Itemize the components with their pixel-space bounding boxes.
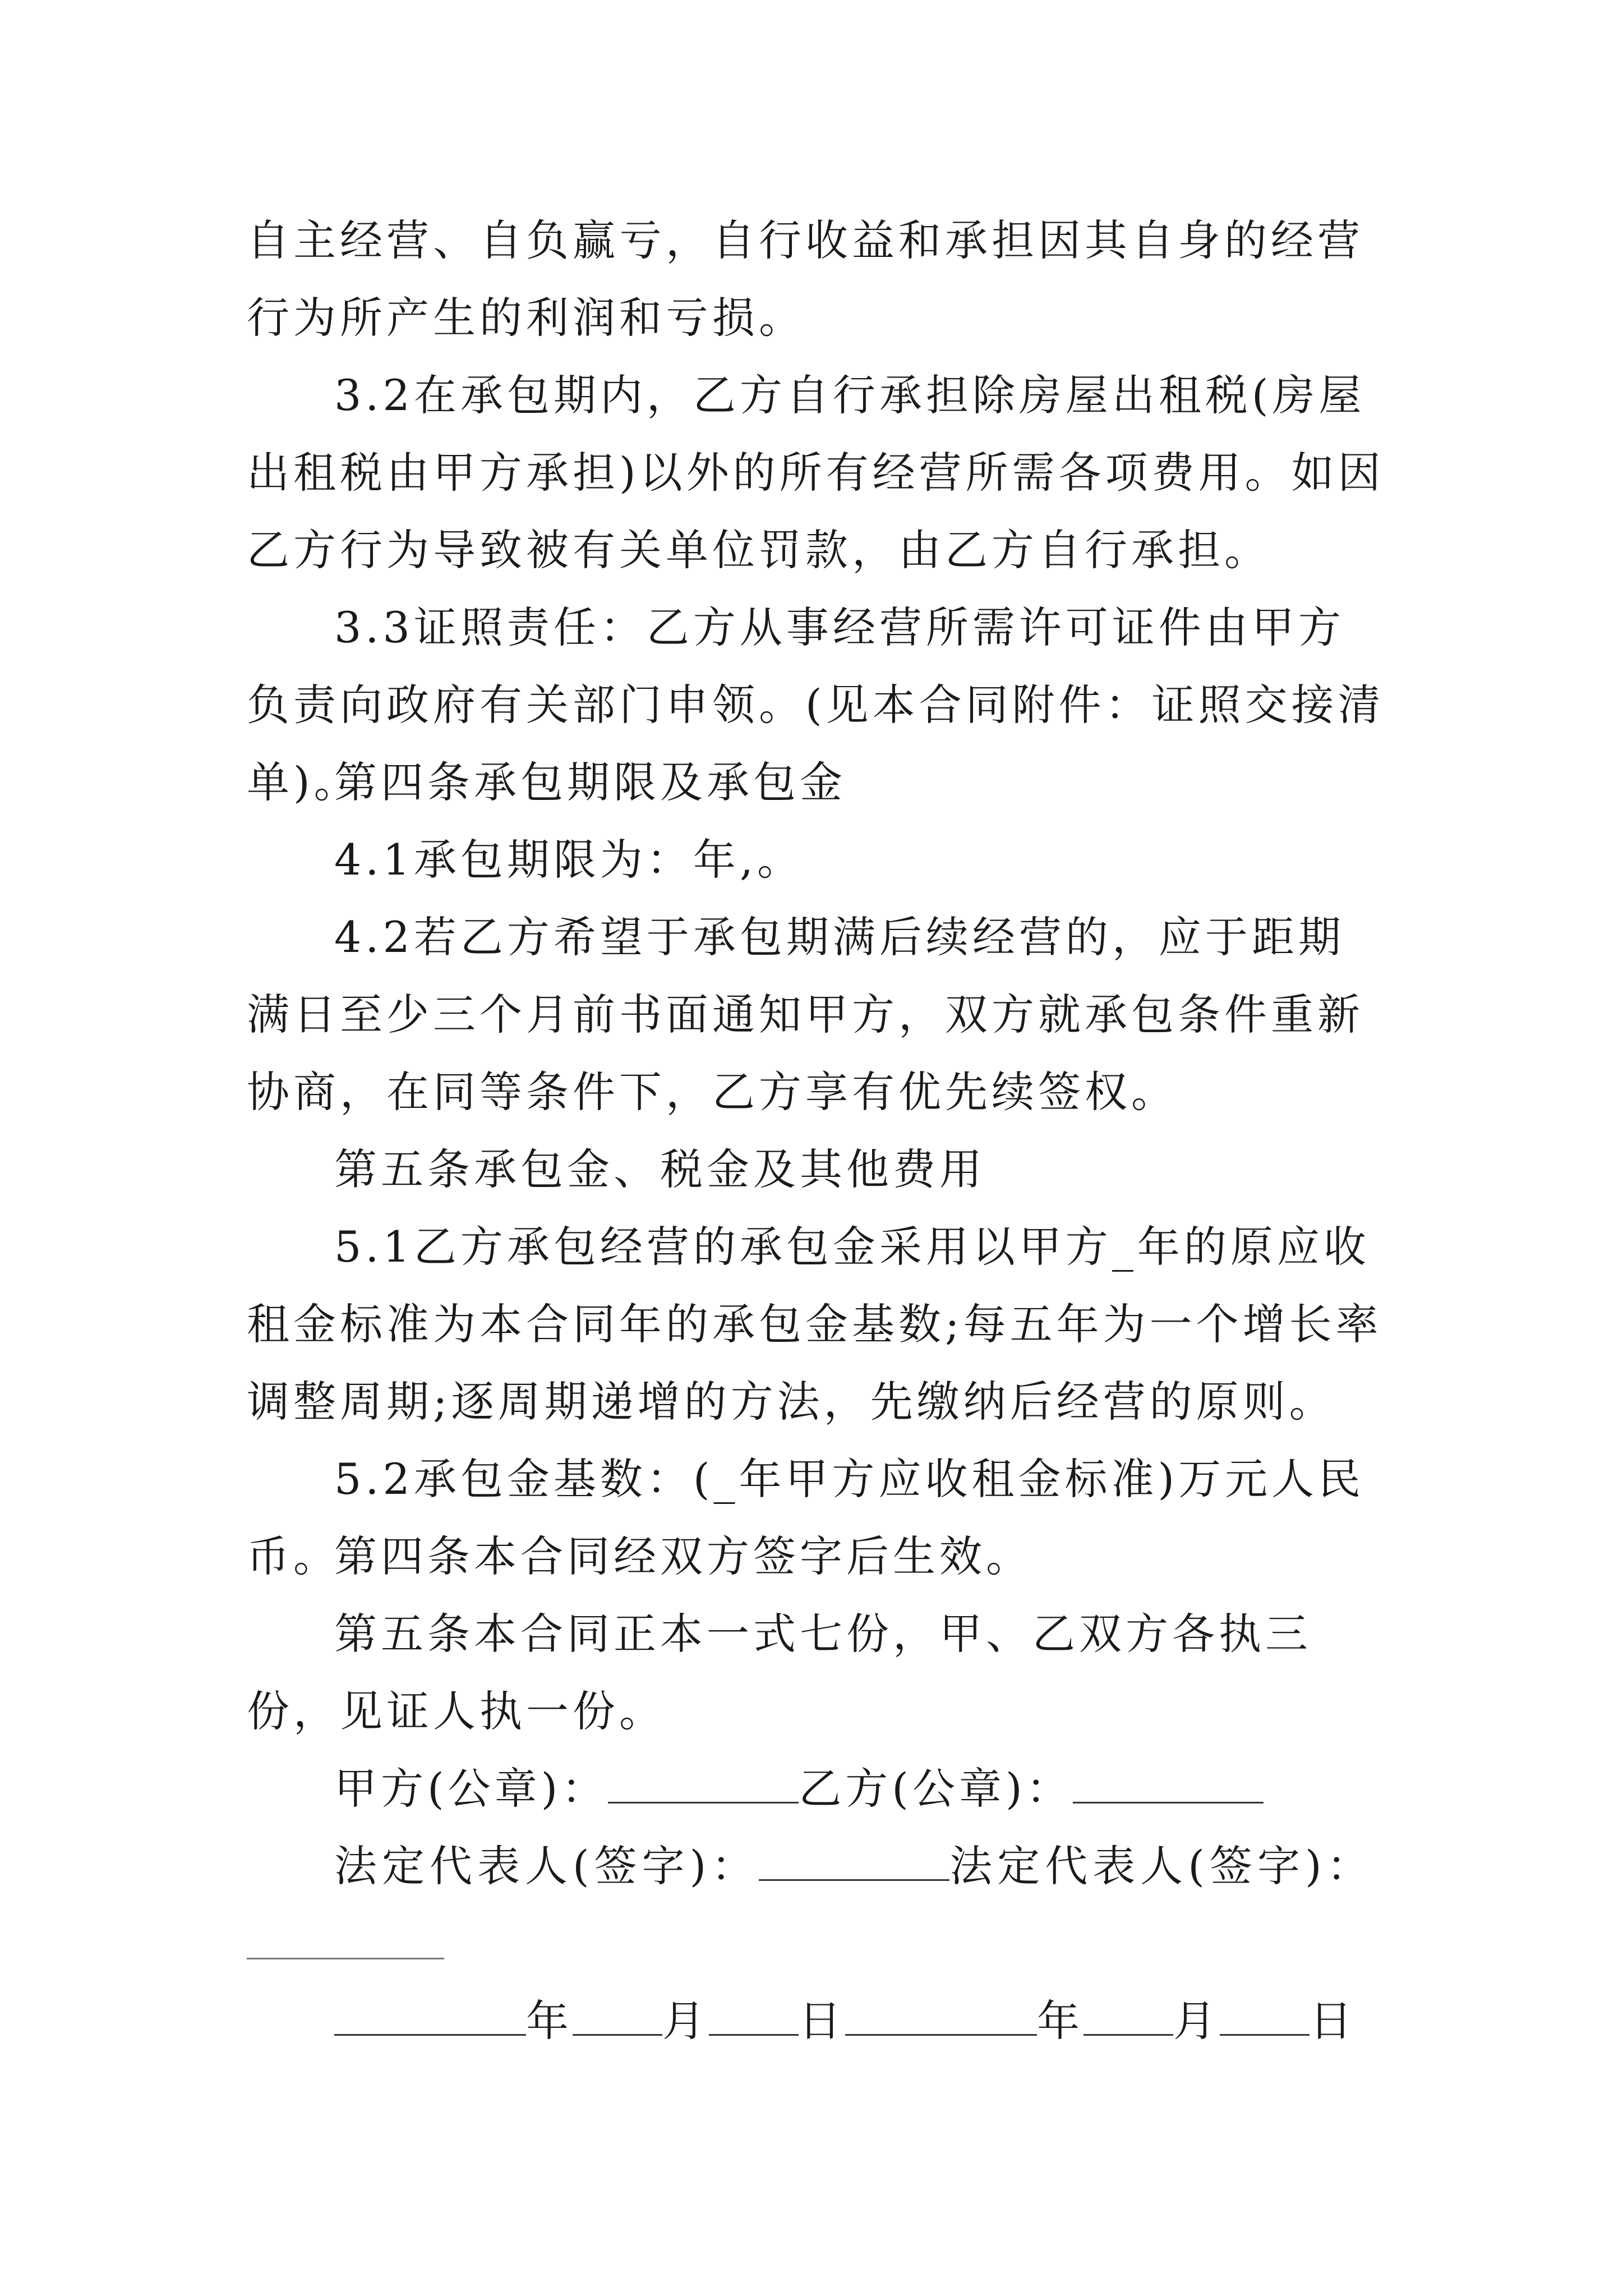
date-a-month-label: 月 — [662, 1996, 709, 2046]
date-b-day-label: 日 — [1310, 1996, 1356, 2046]
date-a-year-label: 年 — [526, 1996, 573, 2046]
date-a-day-label: 日 — [799, 1996, 845, 2046]
party-b-seal-blank — [1073, 1763, 1264, 1803]
date-a-day-blank — [709, 1995, 799, 2036]
rep-b-blank — [247, 1958, 444, 1959]
rep-a-label: 法定代表人(签字)： — [334, 1841, 759, 1891]
date-b-year-blank — [845, 1995, 1037, 2036]
date-a-month-blank — [573, 1995, 662, 2036]
date-b-day-blank — [1220, 1995, 1310, 2036]
representative-line — [334, 1828, 1375, 1905]
paragraph-4-1: 4.1承包期限为：年,。 — [334, 835, 804, 885]
date-a-year-blank — [334, 1995, 526, 2036]
rep-b-label: 法定代表人(签字)： — [949, 1841, 1375, 1891]
rep-a-blank — [759, 1840, 949, 1881]
clause-effective: 第四条本合同经双方签字后生效。 — [334, 1531, 1032, 1581]
date-b-month-label: 月 — [1173, 1996, 1220, 2046]
date-b-year-label: 年 — [1037, 1996, 1083, 2046]
paragraph-5-1: 5.1乙方承包经营的承包金采用以甲方_年的原应收租金标准为本合同年的承包金基数;每五年为一个增长率调整周期;逐周期递增的方法，先缴纳后经营的原则。 — [247, 1222, 1382, 1427]
heading-article-4: 第四条承包期限及承包金 — [334, 757, 846, 807]
paragraph-4-2: 4.2若乙方希望于承包期满后续经营的，应于距期满日至少三个月前书面通知甲方，双方就承包条件重新协商，在同等条件下，乙方享有优先续签权。 — [247, 912, 1364, 1117]
paragraph-continuation: 自主经营、自负赢亏，自行收益和承担因其自身的经营行为所产生的利润和亏损。 — [247, 215, 1364, 343]
paragraph-3-3: 3.3证照责任：乙方从事经营所需许可证件由甲方负责向政府有关部门申领。(见本合同附件：证照交接清单)。 — [247, 602, 1385, 807]
party-b-seal-label: 乙方(公章)： — [799, 1764, 1073, 1814]
paragraph-5-2: 5.2承包金基数：(_年甲方应收租金标准)万元人民币。 — [247, 1454, 1365, 1581]
clause-copies: 第五条本合同正本一式七份，甲、乙双方各执三份，见证人执一份。 — [247, 1609, 1312, 1736]
paragraph-3-2: 3.2在承包期内，乙方自行承担除房屋出租税(房屋出租税由甲方承担)以外的所有经营所需各项费用。如因乙方行为导致被有关单位罚款，由乙方自行承担。 — [247, 370, 1385, 575]
date-b-month-blank — [1083, 1995, 1173, 2036]
seal-line — [334, 1750, 1264, 1828]
date-line — [334, 1982, 1356, 2060]
party-a-seal-blank — [608, 1763, 799, 1803]
party-a-seal-label: 甲方(公章)： — [334, 1764, 608, 1814]
heading-article-5: 第五条承包金、税金及其他费用 — [334, 1144, 986, 1194]
